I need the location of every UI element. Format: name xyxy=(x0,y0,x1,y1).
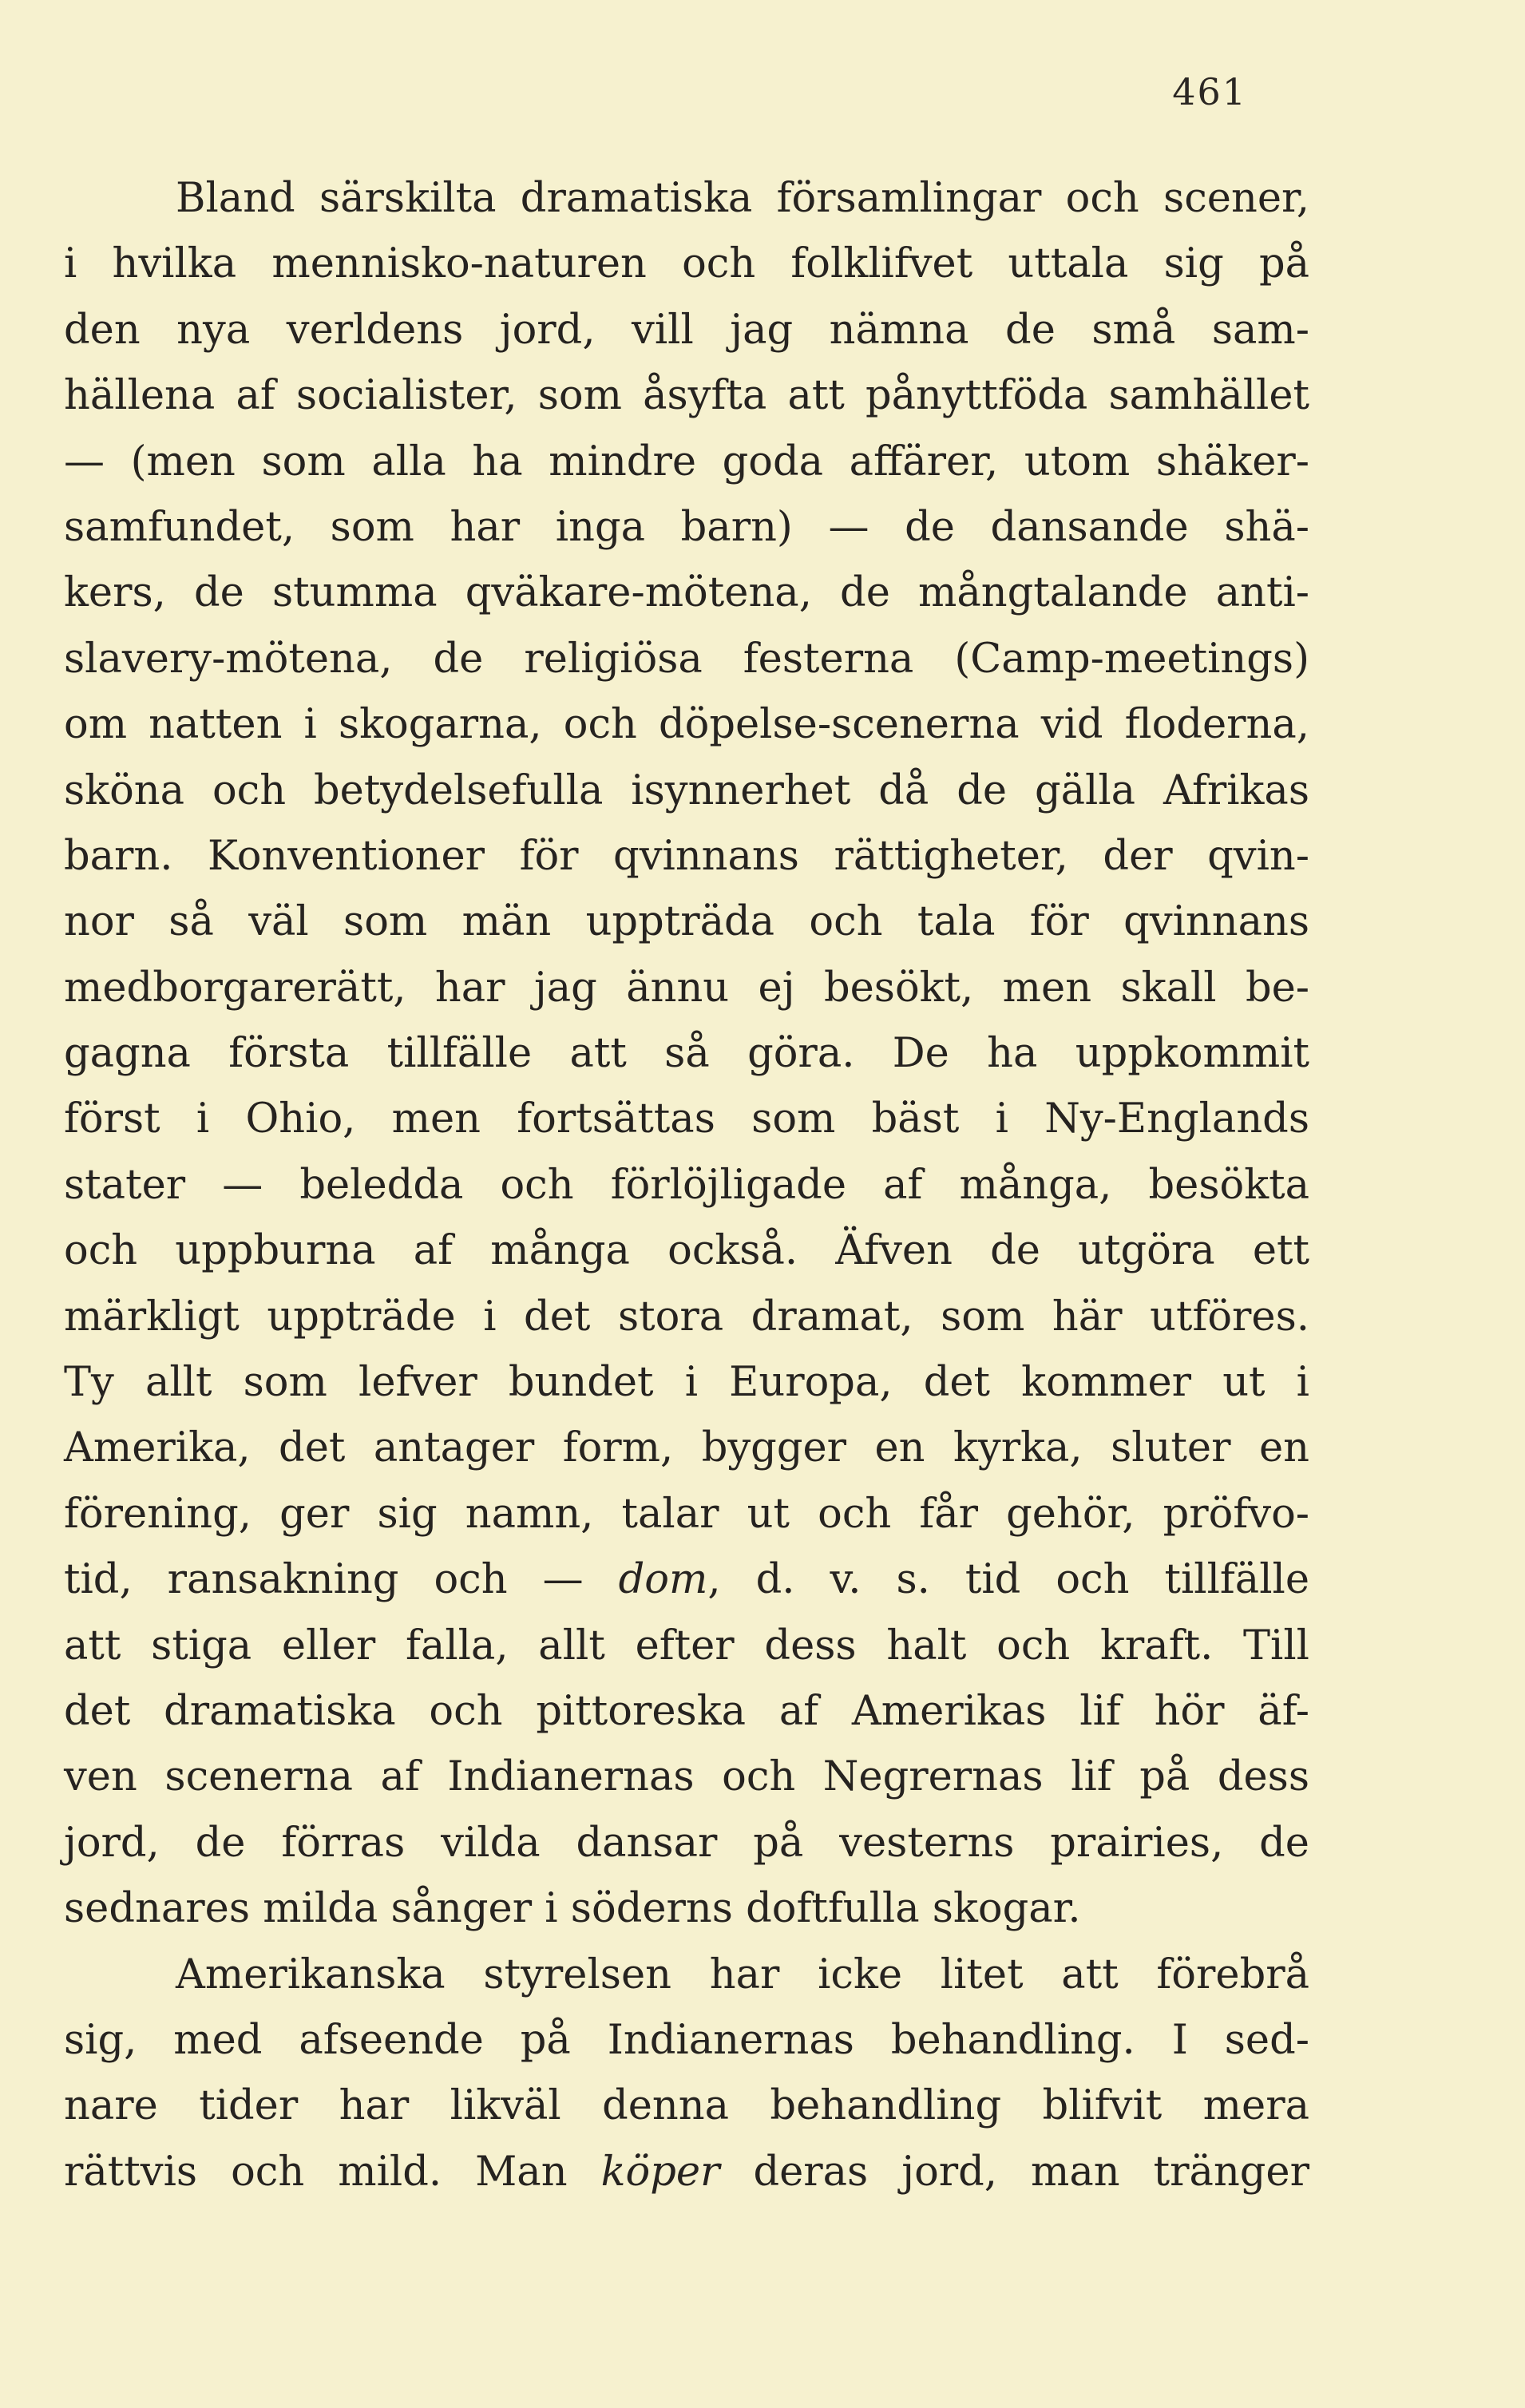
text-line: det dramatiska och pittoreska af Amerikas lif hör äf- xyxy=(64,1687,1309,1735)
text-line: Ty allt som lefver bundet i Europa, det kommer ut i xyxy=(64,1359,1309,1407)
text-line: sköna och betydelsefulla isynnerhet då de gälla Afrikas xyxy=(64,766,1309,814)
text-line: tid, ransakning och — dom, d. v. s. tid och tillfälle xyxy=(64,1556,1309,1604)
paragraph-2 xyxy=(64,1943,1309,2206)
paragraph-1 xyxy=(64,166,1309,1943)
text-line: och uppburna af många också. Äfven de utgöra ett xyxy=(64,1227,1309,1275)
page-number: 461 xyxy=(1172,70,1247,113)
text-line: jord, de förras vilda dansar på vesterns prairies, de xyxy=(64,1819,1309,1867)
text-line: om natten i skogarna, och döpelse-scenerna vid floderna, xyxy=(64,701,1309,749)
body-text xyxy=(64,166,1309,2205)
text-line: Bland särskilta dramatiska församlingar och scener, xyxy=(176,175,1309,222)
text-line: sednares milda sånger i söderns doftfulla skogar. xyxy=(64,1885,1081,1933)
text-line: — (men som alla ha mindre goda affärer, utom shäker- xyxy=(64,438,1309,485)
text-line: samfundet, som har inga barn) — de dansande shä- xyxy=(64,503,1309,551)
text-line: sig, med afseende på Indianernas behandling. I sed- xyxy=(64,2016,1309,2064)
text-line: slavery-mötena, de religiösa festerna (Camp-meetings) xyxy=(64,635,1309,683)
text-line: hällena af socialister, som åsyfta att pånyttföda samhället xyxy=(64,372,1309,420)
text-line: gagna första tillfälle att så göra. De ha uppkommit xyxy=(64,1030,1309,1078)
text-line: Amerika, det antager form, bygger en kyrka, sluter en xyxy=(64,1424,1309,1472)
text-line: förening, ger sig namn, talar ut och får gehör, pröfvo- xyxy=(64,1490,1309,1538)
text-line: medborgarerätt, har jag ännu ej besökt, men skall be- xyxy=(64,964,1309,1012)
text-line: kers, de stumma qväkare-mötena, de mångtalande anti- xyxy=(64,569,1309,617)
text-line: den nya verldens jord, vill jag nämna de små sam- xyxy=(64,306,1309,354)
text-line: först i Ohio, men fortsättas som bäst i Ny-Englands xyxy=(64,1095,1309,1143)
text-line: märkligt uppträde i det stora dramat, som här utföres. xyxy=(64,1293,1309,1341)
text-line: rättvis och mild. Man köper deras jord, man tränger xyxy=(64,2148,1309,2196)
text-line: att stiga eller falla, allt efter dess halt och kraft. Till xyxy=(64,1622,1309,1669)
text-line: nor så väl som män uppträda och tala för qvinnans xyxy=(64,898,1309,946)
text-line: i hvilka mennisko-naturen och folklifvet uttala sig på xyxy=(64,240,1309,288)
text-line: nare tider har likväl denna behandling blifvit mera xyxy=(64,2082,1309,2130)
text-line: barn. Konventioner för qvinnans rättigheter, der qvin- xyxy=(64,832,1309,880)
text-line: stater — beledda och förlöjligade af många, besökta xyxy=(64,1161,1309,1209)
text-line: ven scenerna af Indianernas och Negrernas lif på dess xyxy=(64,1753,1309,1801)
text-line: Amerikanska styrelsen har icke litet att förebrå xyxy=(176,1951,1309,1998)
